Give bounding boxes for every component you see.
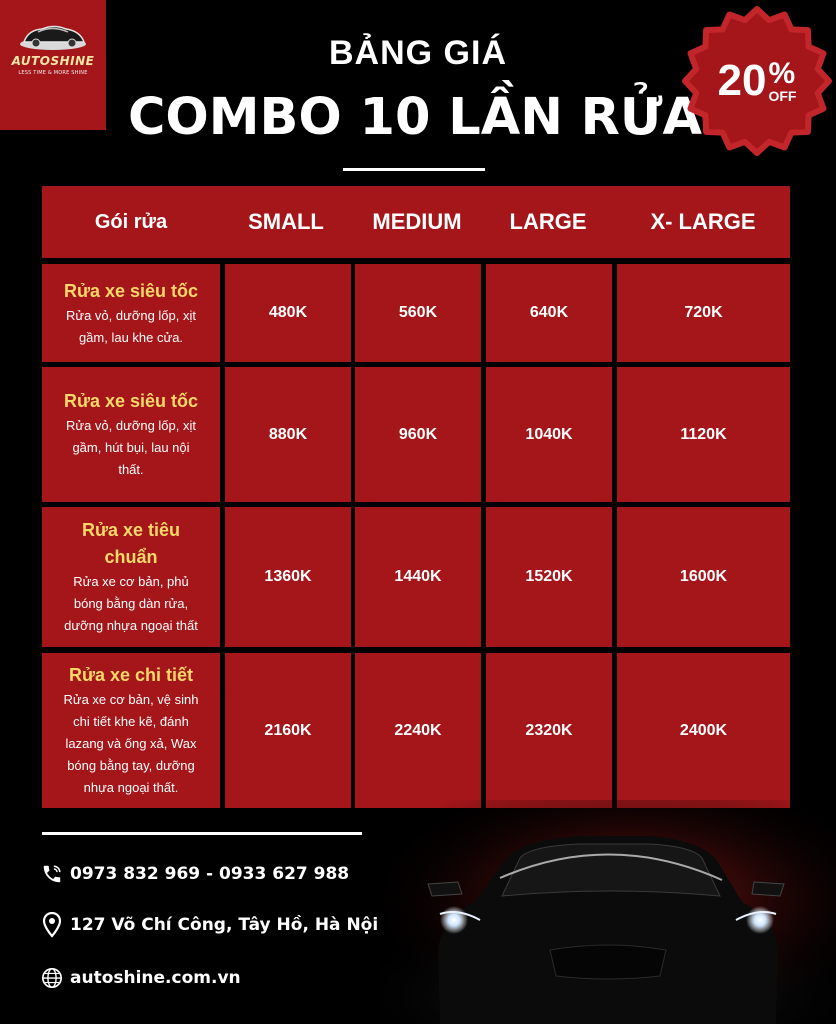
price-cell: 2400K — [617, 653, 790, 808]
price-cell: 880K — [225, 367, 351, 502]
phone-icon — [40, 862, 64, 886]
package-description: Rửa vỏ, dưỡng lốp, xịt gầm, hút bụi, lau nội thất. — [66, 418, 196, 477]
price-cell: 2240K — [355, 653, 481, 808]
price-cell: 2160K — [225, 653, 351, 808]
globe-icon — [40, 966, 64, 990]
discount-percent: 20 — [717, 56, 767, 105]
package-name: Rửa xe siêu tốc — [63, 280, 199, 301]
table-header-large: LARGE — [509, 209, 587, 234]
table-header-small: SMALL — [248, 209, 324, 234]
website-link[interactable]: autoshine.com.vn — [70, 968, 241, 988]
address-text: 127 Võ Chí Công, Tây Hồ, Hà Nội — [70, 915, 379, 935]
table-header-package: Gói rửa — [94, 210, 168, 233]
price-cell: 480K — [225, 264, 351, 362]
title-divider — [343, 168, 485, 171]
table-row-1-package — [42, 264, 220, 362]
price-cell: 1360K — [225, 507, 351, 647]
package-description: Rửa vỏ, dưỡng lốp, xịt gầm, lau khe cửa. — [66, 307, 196, 345]
price-cell: 2320K — [486, 653, 612, 808]
package-name: Rửa xe siêu tốc — [63, 391, 199, 411]
contact-website — [40, 966, 241, 990]
phone-numbers: 0973 832 969 - 0933 627 988 — [70, 864, 350, 884]
package-name: Rửa xe tiêu chuẩn — [81, 520, 181, 567]
price-cell: 640K — [486, 264, 612, 362]
brand-tagline: LESS TIME & MORE SHINE — [18, 70, 88, 76]
price-cell: 1040K — [486, 367, 612, 502]
contact-phone — [40, 862, 349, 886]
price-cell: 960K — [355, 367, 481, 502]
brand-name: AUTOSHINE — [11, 54, 95, 68]
table-row-4-package — [42, 653, 220, 808]
table-header-xlarge: X- LARGE — [650, 209, 756, 234]
footer-divider — [42, 832, 362, 835]
package-description: Rửa xe cơ bản, phủ bóng bằng dàn rửa, dưỡng nhựa ngoại thất — [64, 574, 198, 633]
table-header-medium: MEDIUM — [372, 209, 462, 234]
package-description: Rửa xe cơ bản, vệ sinh chi tiết khe kẽ, đánh lazang và ống xả, Wax bóng bằng tay, dưỡng nhựa ngoại thất. — [63, 692, 199, 795]
car-front-illustration — [380, 800, 836, 1024]
page-title-line2: COMBO 10 LẦN RỬA — [128, 88, 702, 147]
table-row-2-package — [42, 367, 220, 502]
discount-off-label: OFF — [768, 88, 797, 104]
page-title-line1: BẢNG GIÁ — [329, 34, 507, 72]
discount-percent-symbol: % — [768, 57, 796, 90]
price-cell: 1440K — [355, 507, 481, 647]
price-cell: 1600K — [617, 507, 790, 647]
price-cell: 1520K — [486, 507, 612, 647]
location-pin-icon — [40, 913, 64, 937]
price-cell: 560K — [355, 264, 481, 362]
contact-address — [40, 913, 378, 937]
discount-badge-text — [682, 6, 832, 156]
price-cell: 1120K — [617, 367, 790, 502]
price-cell: 720K — [617, 264, 790, 362]
package-name: Rửa xe chi tiết — [68, 665, 194, 685]
table-row-3-package — [42, 507, 220, 647]
